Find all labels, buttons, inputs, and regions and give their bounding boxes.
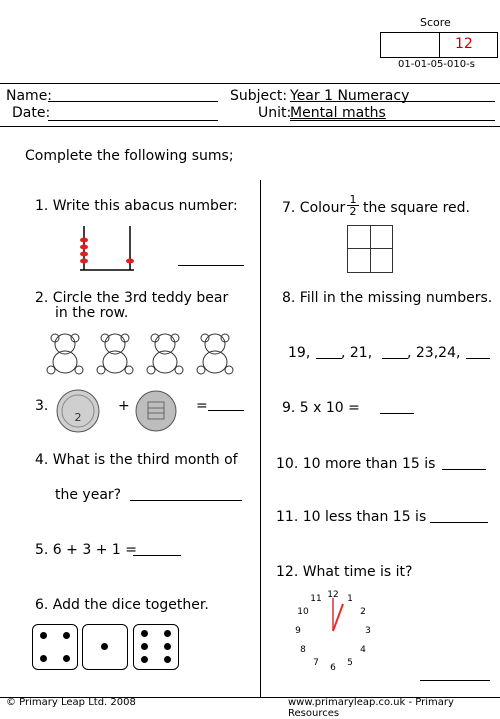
svg-text:4: 4 (360, 645, 366, 655)
svg-text:3: 3 (365, 626, 371, 636)
q12-answer-field[interactable] (420, 680, 490, 681)
subject-label: Subject: (230, 88, 288, 104)
score-label: Score (420, 16, 451, 29)
q8-blank-2[interactable] (382, 358, 408, 359)
q8-blank-3[interactable] (466, 358, 490, 359)
subject-value: Year 1 Numeracy (290, 88, 410, 104)
header-rule-bottom (0, 126, 500, 127)
q1-text: 1. Write this abacus number: (35, 198, 238, 214)
q9-answer-field[interactable] (380, 413, 414, 414)
q3-equals: = (196, 398, 208, 414)
q7-text-start: 7. Colour (282, 200, 346, 216)
instructions: Complete the following sums; (25, 148, 234, 164)
clock-face (284, 584, 382, 682)
unit-label: Unit: (258, 105, 292, 121)
svg-text:8: 8 (300, 645, 306, 655)
clock-hour-hand (333, 604, 343, 631)
q3-number: 3. (35, 398, 49, 414)
q8-blank-1[interactable] (316, 358, 342, 359)
die-1 (32, 624, 78, 670)
q12-text: 12. What time is it? (276, 564, 413, 580)
svg-text:2: 2 (74, 411, 82, 424)
svg-text:12: 12 (327, 590, 339, 600)
footer-copyright: © Primary Leap Ltd. 2008 (6, 697, 136, 708)
q8-seq-start: 19, (288, 345, 311, 361)
svg-text:10: 10 (297, 607, 309, 617)
teddy-bear-4 (197, 334, 233, 374)
q1-answer-field[interactable] (178, 265, 244, 266)
teddy-bear-3 (147, 334, 183, 374)
worksheet-code: 01-01-05-010-s (398, 59, 475, 70)
q11-answer-field[interactable] (430, 522, 488, 523)
header-rule-top (0, 83, 500, 84)
svg-text:5: 5 (347, 658, 353, 668)
square-to-colour[interactable] (347, 225, 393, 273)
q7-text-end: the square red. (363, 200, 470, 216)
q3-answer-field[interactable] (208, 410, 244, 411)
q4-text-line1: 4. What is the third month of (35, 452, 238, 468)
column-divider (260, 180, 261, 698)
q3-plus: + (118, 398, 130, 414)
footer-website: www.primaryleap.co.uk - Primary Resources (288, 697, 454, 719)
svg-text:9: 9 (295, 626, 301, 636)
q6-text: 6. Add the dice together. (35, 597, 209, 613)
teddy-bears-row (40, 326, 240, 376)
fraction-half: 1 2 (347, 194, 359, 217)
q11-text: 11. 10 less than 15 is (276, 509, 427, 525)
die-2 (82, 624, 128, 670)
q10-text: 10. 10 more than 15 is (276, 456, 436, 472)
q4-answer-field[interactable] (130, 500, 242, 501)
q2-text-line1: 2. Circle the 3rd teddy bear (35, 290, 229, 306)
q4-text-line2: the year? (55, 487, 122, 503)
q5-text: 5. 6 + 3 + 1 = (35, 542, 137, 558)
score-value: 12 (455, 36, 473, 52)
svg-text:11: 11 (310, 594, 322, 604)
svg-text:1: 1 (347, 594, 353, 604)
unit-value: Mental maths (290, 105, 386, 121)
q8-text: 8. Fill in the missing numbers. (282, 290, 493, 306)
date-label: Date: (12, 105, 51, 121)
q8-seq-mid: , 21, (341, 345, 373, 361)
q2-text-line2: in the row. (55, 305, 129, 321)
die-3 (133, 624, 179, 670)
q10-answer-field[interactable] (442, 469, 486, 470)
q8-seq-end: , 23,24, (407, 345, 461, 361)
svg-text:6: 6 (330, 663, 336, 673)
teddy-bear-2 (97, 334, 133, 374)
q9-text: 9. 5 x 10 = (282, 400, 360, 416)
svg-text:2: 2 (360, 607, 366, 617)
q5-answer-field[interactable] (133, 555, 181, 556)
coin-1p (134, 389, 178, 433)
name-label: Name: (6, 88, 53, 104)
coin-2p (55, 388, 101, 434)
name-field[interactable] (48, 101, 218, 102)
date-field[interactable] (48, 120, 218, 121)
abacus-image (78, 222, 140, 274)
svg-text:7: 7 (313, 658, 319, 668)
score-box (380, 32, 498, 58)
teddy-bear-1 (47, 334, 83, 374)
